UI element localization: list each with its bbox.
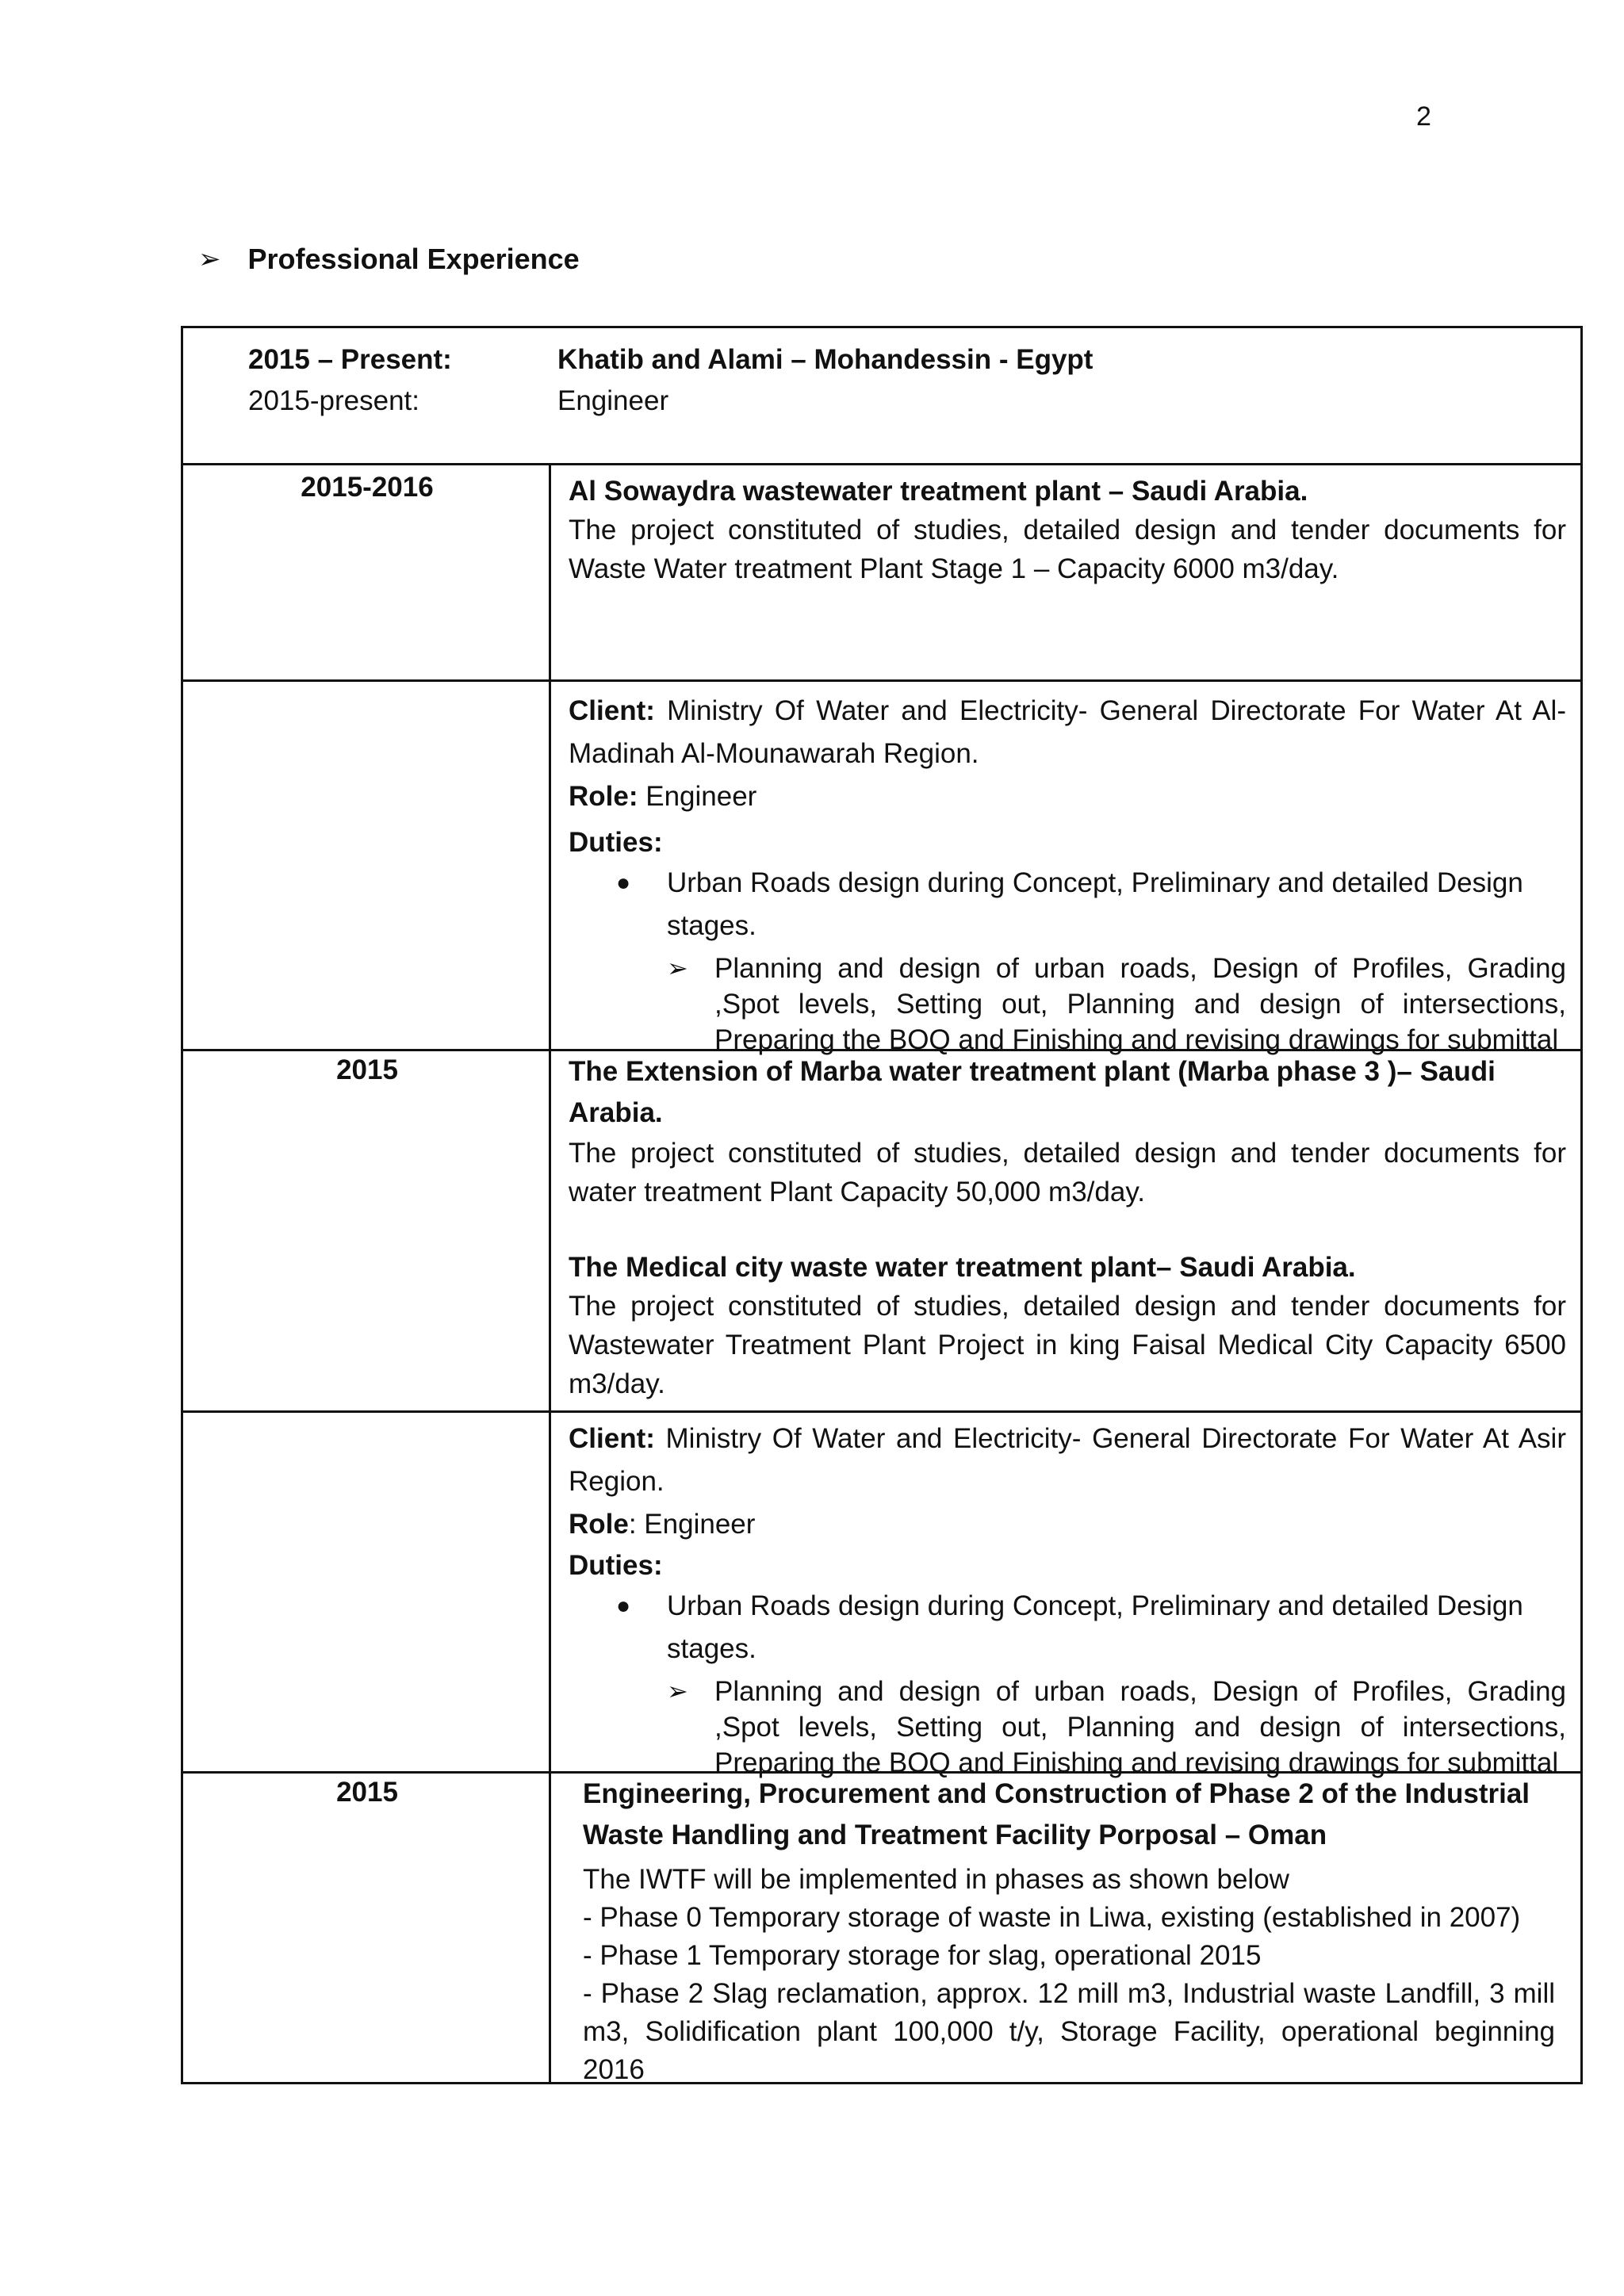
client-line [569,1418,1566,1503]
experience-table [181,326,1583,2084]
page-number: 2 [1416,101,1431,132]
phase-line: - Phase 1 Temporary storage for slag, operational 2015 [583,1940,1262,1971]
project-description: The project constituted of studies, detailed design and tender documents for Waste Water treatment Plant Stage 1 – Capacity 6000 m3/day. [569,515,1566,584]
subduty-item [667,1674,1566,1781]
empty-year-cell [183,1413,551,1771]
project-year: 2015-2016 [301,472,434,503]
duties-label: Duties: [569,827,663,858]
bullet-dot-icon: ● [616,1593,631,1619]
subduty-item [667,951,1566,1058]
section-heading [198,243,580,276]
client-cell [551,682,1580,1055]
employer-row [181,326,1583,463]
project-row [181,463,1583,679]
role-line [569,1503,1566,1546]
role-value: Engineer [645,781,757,812]
role-value: : Engineer [628,1509,756,1540]
client-line [569,690,1566,775]
project-title: Al Sowaydra wastewater treatment plant – Saudi Arabia. [569,476,1308,507]
project-cell [551,1051,1580,1410]
arrow-bullet-icon: ➢ [198,244,221,274]
role-line [569,775,1566,818]
project-intro: The IWTF will be implemented in phases as shown below [583,1864,1289,1895]
phase-line: - Phase 2 Slag reclamation, approx. 12 mill m3, Industrial waste Landfill, 3 mill m3, Solidification plant 100,000 t/y, Storage Facility, operational beginning 2016 [583,1978,1555,2085]
employer-name: Khatib and Alami – Mohandessin - Egypt [557,344,1094,375]
client-name: Ministry Of Water and Electricity- General Directorate For Water At Al-Madinah Al-Mounawarah Region. [569,695,1566,769]
empty-year-cell [183,682,551,1049]
client-label: Client: [569,695,655,726]
client-name: Ministry Of Water and Electricity- General Directorate For Water At Asir Region. [569,1423,1566,1497]
arrow-bullet-icon: ➢ [667,1677,688,1705]
project-row [181,1771,1583,2084]
project-title: The Extension of Marba water treatment plant (Marba phase 3 )– Saudi Arabia. [569,1056,1496,1128]
client-label: Client: [569,1423,655,1454]
year-cell [183,465,551,679]
subduty-text: Planning and design of urban roads, Design of Profiles, Grading ,Spot levels, Setting out, Planning and design of intersections, Preparing the BOQ and Finishing and revising drawings for submittal [714,1676,1566,1778]
year-cell [183,1774,551,2082]
position-title: Engineer [557,385,669,416]
duties-label: Duties: [569,1550,663,1581]
client-row [181,1410,1583,1778]
client-cell [551,1413,1580,1778]
client-row [181,679,1583,1055]
role-label: Role [569,1509,629,1540]
phase-line: - Phase 0 Temporary storage of waste in Liwa, existing (established in 2007) [583,1902,1521,1933]
project-description: The project constituted of studies, detailed design and tender documents for water treatment Plant Capacity 50,000 m3/day. [569,1138,1566,1207]
position-period: 2015-present: [248,385,419,416]
arrow-bullet-icon: ➢ [667,954,688,982]
project-cell [551,1774,1580,2085]
duty-text: Urban Roads design during Concept, Preliminary and detailed Design stages. [667,1590,1523,1664]
year-cell [183,1051,551,1410]
employment-period: 2015 – Present: [248,344,452,375]
duty-item [616,1585,1566,1670]
bullet-dot-icon: ● [616,870,631,896]
project-year: 2015 [336,1054,398,1085]
role-label: Role: [569,781,638,812]
project-row [181,1049,1583,1410]
project-description: The project constituted of studies, detailed design and tender documents for Wastewater Treatment Plant Project in king Faisal Medical City Capacity 6500 m3/day. [569,1291,1566,1399]
project-year: 2015 [336,1777,398,1808]
project-title: The Medical city waste water treatment plant– Saudi Arabia. [569,1252,1356,1283]
project-title: Engineering, Procurement and Construction of Phase 2 of the Industrial Waste Handling and Treatment Facility Porposal – Oman [583,1778,1530,1850]
duty-text: Urban Roads design during Concept, Preliminary and detailed Design stages. [667,867,1523,941]
duty-item [616,862,1566,947]
subduty-text: Planning and design of urban roads, Design of Profiles, Grading ,Spot levels, Setting out, Planning and design of intersections, Preparing the BOQ and Finishing and revising drawings for submittal [714,953,1566,1055]
section-title: Professional Experience [247,243,580,275]
project-cell [551,465,1580,679]
